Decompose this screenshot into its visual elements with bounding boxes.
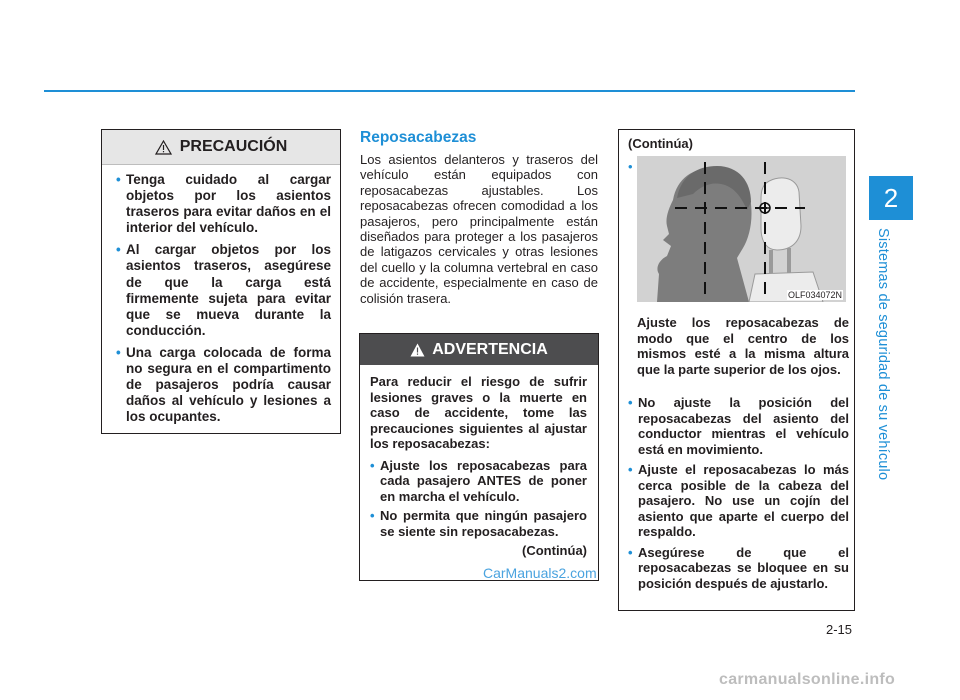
warning-triangle-icon xyxy=(410,343,425,357)
caution-item-text: Una carga colocada de forma no segura en el compartimento de pasajeros podría causar daños al vehículo y lesiones a los ocupantes. xyxy=(126,344,331,425)
warning-list xyxy=(360,452,598,540)
caution-item-text: Al cargar objetos por los asientos traseros, asegúrese de que la carga está firmemente sujeta para evitar que se mueva durante la conducción. xyxy=(126,242,331,338)
headrest-instruction: Ajuste los reposacabezas de modo que el centro de los mismos esté a la misma altura que la parte superior de los ojos. xyxy=(637,315,849,377)
bullet-dot: • xyxy=(116,172,121,187)
warning-intro: Para reducir el riesgo de sufrir lesiones graves o la muerte en caso de accidente, tome las precauciones siguientes al ajustar los reposacabezas: xyxy=(370,374,587,451)
page-number: 2-15 xyxy=(826,622,853,637)
continued-box xyxy=(618,129,855,611)
bullet-dot: • xyxy=(370,508,375,523)
chapter-title xyxy=(877,228,905,488)
list-item xyxy=(116,172,331,236)
list-item xyxy=(628,462,849,540)
caution-item-text: Tenga cuidado al cargar objetos por los asientos traseros para evitar daños en el interior del vehículo. xyxy=(126,172,331,236)
caution-header xyxy=(102,130,340,165)
list-item xyxy=(628,545,849,592)
bullet-dot: • xyxy=(628,395,633,410)
bullet-dot: • xyxy=(628,462,633,477)
list-item xyxy=(628,395,849,457)
section-body: Los asientos delanteros y traseros del vehículo están equipados con reposacabezas ajustables. Los reposacabezas ofrecen comodidad a los pasajeros, pero principalmente están diseñados para proteger a los pasajeros de latigazos cervicales y otras lesiones del cuello y la columna vertebral en caso de accidente, especialmente en caso de colisión trasera. xyxy=(360,152,598,306)
chapter-number-tab[interactable] xyxy=(869,176,913,220)
section-title: Reposacabezas xyxy=(360,129,477,146)
caution-box xyxy=(101,129,341,434)
list-item xyxy=(370,508,587,539)
headrest-illustration xyxy=(637,156,846,302)
chapter-number: 2 xyxy=(883,182,899,213)
headrest-diagram-icon xyxy=(637,156,846,302)
continued-label: (Continúa) xyxy=(522,543,587,558)
bullet-dot: • xyxy=(628,159,633,174)
bullet-dot: • xyxy=(116,344,121,360)
watermark-link[interactable]: CarManuals2.com xyxy=(483,565,597,581)
warning-box xyxy=(359,333,599,581)
headrest-item-text: Ajuste el reposacabezas lo más cerca posible de la cabeza del pasajero. No use un cojín del asiento que aparte el cuerpo del respaldo. xyxy=(638,462,849,539)
headrest-item-text: Asegúrese de que el reposacabezas se bloquee en su posición después de ajustarlo. xyxy=(638,544,849,591)
caution-list xyxy=(102,165,340,425)
list-item xyxy=(116,242,331,339)
list-item xyxy=(370,458,587,505)
headrest-list xyxy=(628,395,849,596)
warning-triangle-icon xyxy=(155,140,172,155)
bullet-dot: • xyxy=(370,457,375,473)
continued-label: (Continúa) xyxy=(628,136,693,151)
headrest-item-text: No ajuste la posición del reposacabezas del asiento del conductor mientras el vehículo está en movimiento. xyxy=(638,395,849,457)
bullet-dot: • xyxy=(116,242,121,258)
footer-watermark: carmanualsonline.info xyxy=(719,671,896,688)
bullet-dot: • xyxy=(628,544,633,560)
list-item xyxy=(116,345,331,425)
header-rule xyxy=(44,90,855,92)
caution-title: PRECAUCIÓN xyxy=(179,138,288,155)
figure-code: OLF034072N xyxy=(787,290,842,300)
warning-header xyxy=(360,334,598,365)
chapter-title-text: Sistemas de seguridad de su vehículo xyxy=(875,228,891,481)
warning-item-text: No permita que ningún pasajero se siente sin reposacabezas. xyxy=(380,508,587,539)
warning-item-text: Ajuste los reposacabezas para cada pasajero ANTES de poner en marcha el vehículo. xyxy=(380,457,587,504)
warning-title: ADVERTENCIA xyxy=(432,340,548,358)
